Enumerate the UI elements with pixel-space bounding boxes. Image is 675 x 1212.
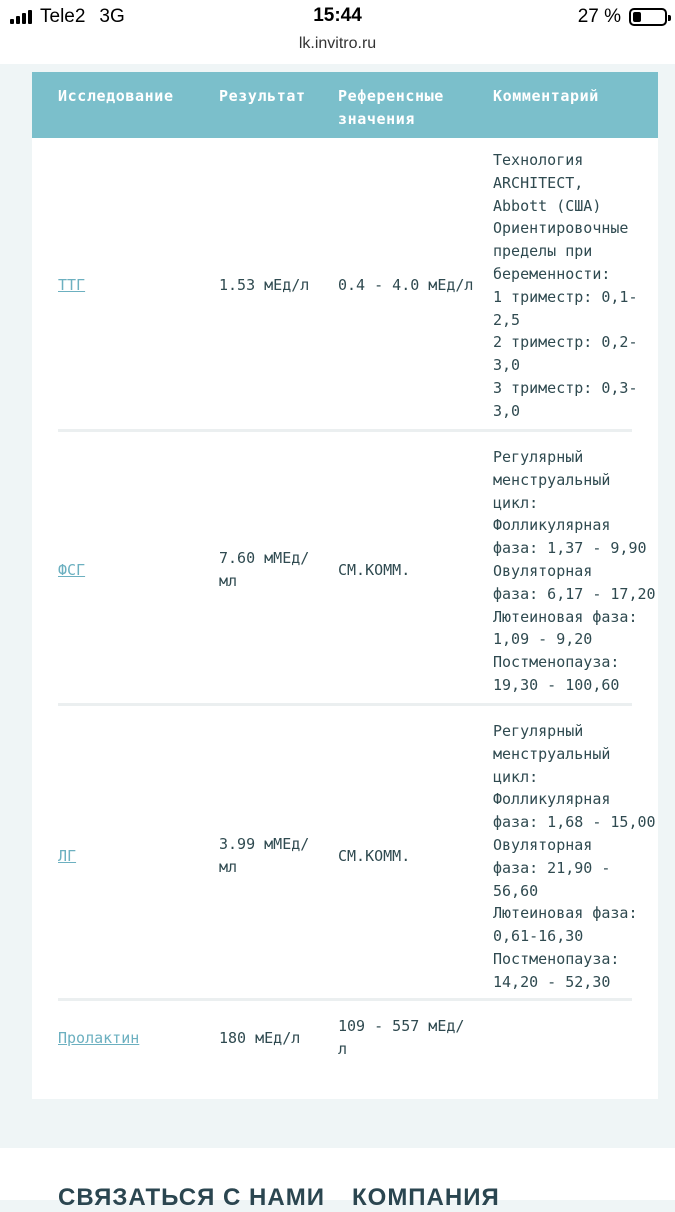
- site-footer: [0, 1148, 675, 1211]
- header-comment: Комментарий: [493, 87, 599, 105]
- study-link-ttg[interactable]: ТТГ: [58, 276, 86, 294]
- status-right: [578, 6, 667, 28]
- comment-text: Регулярный менструальный цикл: Фолликулярная фаза: 1,68 - 15,00 Овуляторная фаза: 21,90 - 56,60 Лютеиновая фаза: 0,61-16,30 Постменопауза: 14,20 - 52,30: [493, 722, 656, 991]
- header-study: Исследование: [58, 87, 174, 105]
- study-link-prolactin[interactable]: Пролактин: [58, 1029, 140, 1047]
- study-link-fsg[interactable]: ФСГ: [58, 561, 86, 579]
- result-value: 7.60 мМЕд/ мл: [219, 549, 310, 590]
- comment-text: Технология ARCHITECT, Abbott (США) Ориентировочные пределы при беременности: 1 триместр: 0,1- 2,5 2 триместр: 0,2- 3,0 3 триместр: 0,3- 3,0: [493, 151, 638, 420]
- table-row: [32, 432, 658, 704]
- header-result: Результат: [219, 87, 306, 105]
- table-header: [32, 72, 658, 138]
- footer-company-link[interactable]: КОМПАНИЯ: [352, 1184, 500, 1211]
- comment-text: Регулярный менструальный цикл: Фолликулярная фаза: 1,37 - 9,90 Овуляторная фаза: 6,17 - 17,20 Лютеиновая фаза: 1,09 - 9,20 Постменопауза: 19,30 - 100,60: [493, 448, 656, 694]
- header-reference: Референсные значения: [338, 87, 444, 128]
- battery-icon: [629, 8, 667, 26]
- network-type: 3G: [99, 6, 125, 27]
- clock: 15:44: [313, 5, 362, 26]
- address-bar-url[interactable]: lk.invitro.ru: [298, 35, 377, 52]
- table-row: [32, 706, 658, 998]
- reference-value: 0.4 - 4.0 мЕд/л: [338, 276, 474, 294]
- study-link-lg[interactable]: ЛГ: [58, 847, 77, 865]
- carrier-name: Tele2: [40, 6, 86, 27]
- footer-contact-link[interactable]: СВЯЗАТЬСЯ С НАМИ: [58, 1184, 325, 1211]
- results-table: [32, 72, 658, 1099]
- status-bar: [0, 0, 675, 64]
- table-row: [32, 138, 658, 432]
- reference-value: СМ.КОММ.: [338, 561, 411, 579]
- result-value: 1.53 мЕд/л: [219, 276, 310, 294]
- battery-cap: [668, 15, 671, 21]
- result-value: 180 мЕд/л: [219, 1029, 301, 1047]
- reference-value: 109 - 557 мЕд/ л: [338, 1017, 465, 1058]
- reference-value: СМ.КОММ.: [338, 847, 411, 865]
- battery-percent: 27 %: [577, 6, 621, 27]
- table-row: [32, 1001, 658, 1099]
- result-value: 3.99 мМЕд/ мл: [219, 835, 310, 876]
- battery-level: [633, 12, 641, 22]
